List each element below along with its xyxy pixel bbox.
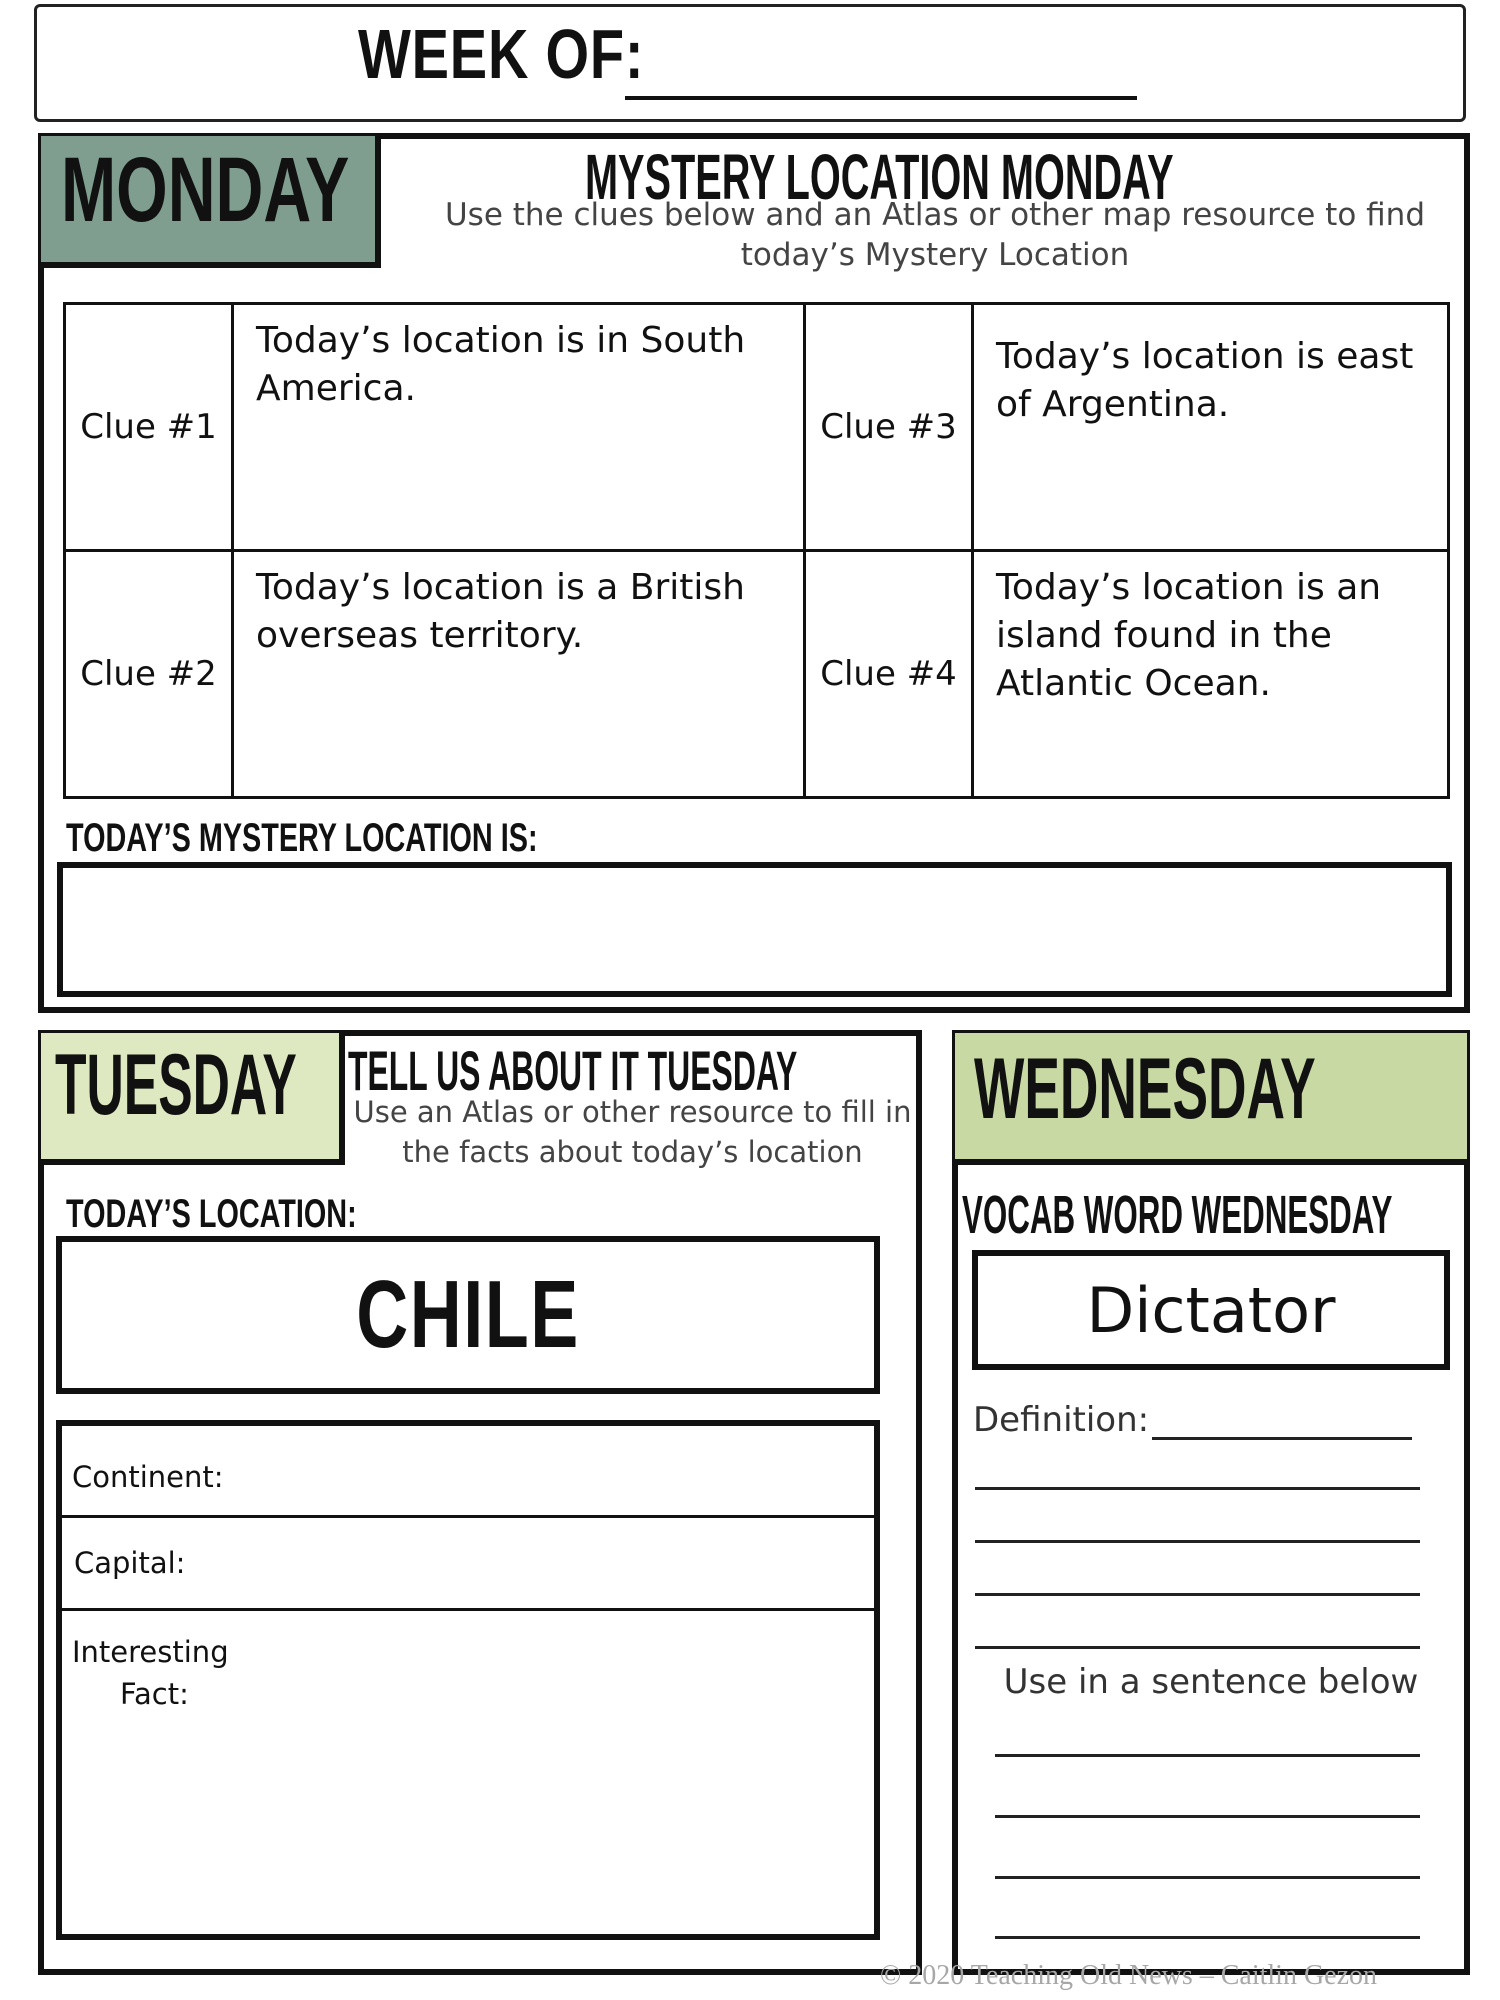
vocab-word-value: Dictator: [1086, 1273, 1336, 1347]
definition-line[interactable]: [975, 1593, 1420, 1596]
clue-table: [63, 302, 1450, 799]
wednesday-title: WEDNESDAY: [974, 1041, 1316, 1137]
week-of-blank-line[interactable]: [625, 96, 1137, 100]
copyright-notice: © 2020 Teaching Old News – Caitlin Gezon: [880, 1960, 1378, 1991]
todays-location-label: TODAY’S LOCATION:: [66, 1192, 357, 1236]
capital-row[interactable]: [62, 1518, 874, 1611]
sentence-label: Use in a sentence below: [1003, 1662, 1419, 1702]
clue-4-text: Today’s location is an island found in the Atlantic Ocean.: [973, 551, 1449, 798]
wednesday-panel: [952, 1030, 1470, 1975]
definition-line[interactable]: [975, 1540, 1420, 1543]
vocab-word-box: [972, 1250, 1450, 1370]
interesting-fact-label-line1: Interesting: [72, 1635, 229, 1669]
clue-3-label: Clue #3: [805, 304, 973, 551]
definition-line[interactable]: [975, 1487, 1420, 1490]
capital-label: Capital:: [74, 1546, 186, 1580]
clue-4-label: Clue #4: [805, 551, 973, 798]
sentence-line[interactable]: [995, 1754, 1420, 1757]
interesting-fact-row[interactable]: [62, 1611, 874, 1934]
clue-2-text: Today’s location is a British overseas territory.: [233, 551, 805, 798]
definition-line[interactable]: [1152, 1437, 1412, 1440]
sentence-line[interactable]: [995, 1876, 1420, 1879]
mystery-location-title: MYSTERY LOCATION MONDAY: [585, 141, 1174, 213]
sentence-line[interactable]: [995, 1936, 1420, 1939]
definition-line[interactable]: [975, 1646, 1420, 1649]
tell-us-instructions: Use an Atlas or other resource to fill in the facts about today’s location: [353, 1095, 912, 1169]
tell-us-title: TELL US ABOUT IT TUESDAY: [348, 1039, 798, 1102]
tuesday-title: TUESDAY: [55, 1037, 297, 1133]
continent-label: Continent:: [72, 1460, 224, 1494]
sentence-line[interactable]: [995, 1815, 1420, 1818]
clue-1-label: Clue #1: [65, 304, 233, 551]
monday-title: MONDAY: [61, 139, 350, 241]
definition-label: Definition:: [973, 1400, 1150, 1440]
interesting-fact-label-line2: Fact:: [120, 1677, 189, 1711]
clue-1-text: Today’s location is in South America.: [233, 304, 805, 551]
mystery-answer-box[interactable]: [57, 862, 1452, 997]
continent-row[interactable]: [62, 1426, 874, 1518]
vocab-word-title: VOCAB WORD WEDNESDAY: [962, 1185, 1393, 1245]
mystery-answer-label: TODAY’S MYSTERY LOCATION IS:: [66, 816, 538, 860]
mystery-location-instructions: Use the clues below and an Atlas or other map resource to find today’s Mystery Location: [444, 197, 1425, 273]
todays-location-box: [56, 1236, 880, 1394]
week-of-label: WEEK OF:: [358, 15, 645, 93]
clue-3-text: Today’s location is east of Argentina.: [973, 304, 1449, 551]
location-facts-box: [56, 1420, 880, 1940]
todays-location-value: CHILE: [356, 1261, 580, 1368]
clue-2-label: Clue #2: [65, 551, 233, 798]
week-header-box: [34, 4, 1466, 122]
